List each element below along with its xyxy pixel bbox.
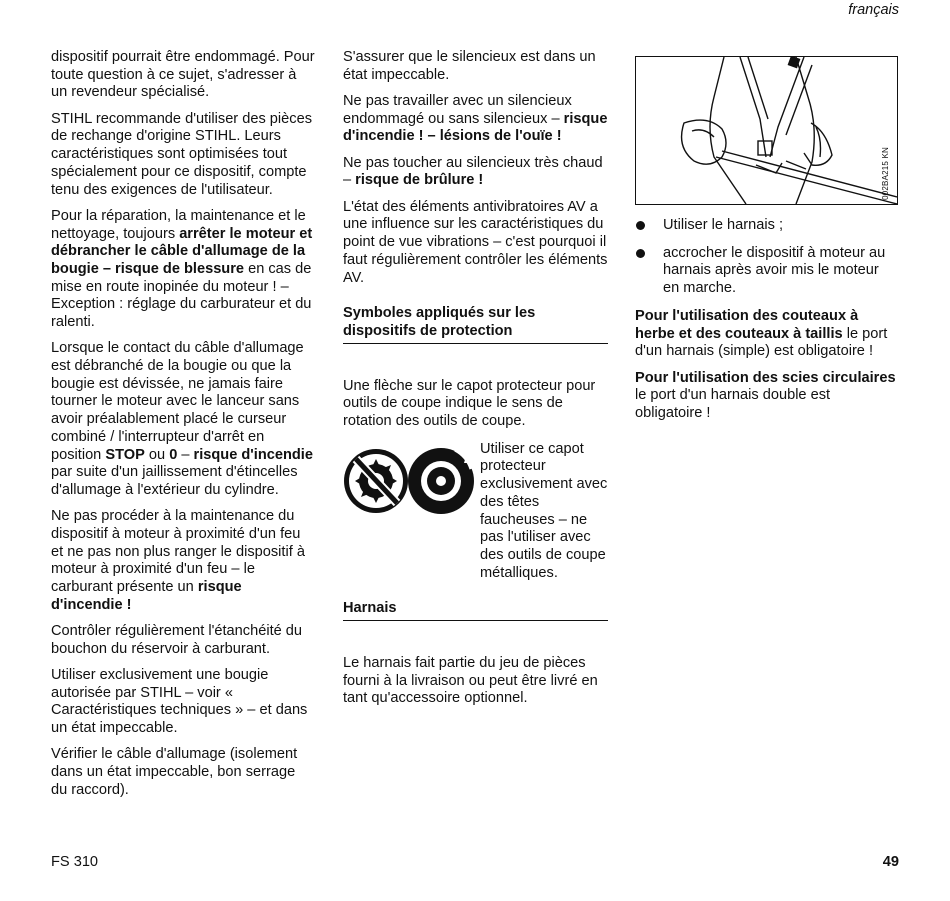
symbol-block bbox=[343, 441, 608, 583]
paragraph bbox=[343, 93, 608, 146]
column-1 bbox=[51, 49, 315, 808]
paragraph: STIHL recommande d'utiliser des pièces de rechange d'origine STIHL. Leurs caractéristiques sont optimisées tout spécialement pour ce dispositif, compte tenu des exigences de l'utilisateur. bbox=[51, 110, 312, 198]
text: Ne pas procéder à la maintenance du dispositif à moteur à proximité d'un feu et ne pas non plus ranger le dispositif à moteur à proximité d'un feu – le carburant présente un bbox=[51, 508, 305, 596]
paragraph: Contrôler régulièrement l'étanchéité du bouchon du réservoir à carburant. bbox=[51, 623, 303, 657]
list-item-text: Utiliser le harnais ; bbox=[663, 217, 784, 233]
bold-text: STOP bbox=[105, 446, 145, 463]
text: par suite d'un jaillissement d'étincelles d'allumage à l'extérieur du cylindre. bbox=[51, 464, 298, 498]
paragraph: L'état des éléments antivibratoires AV a une influence sur les caractéristiques du point de vue vibrations – c'est pourquoi il faut régulièrement contrôler les éléments AV. bbox=[343, 198, 608, 286]
page-language-label: français bbox=[848, 2, 899, 18]
paragraph bbox=[343, 155, 608, 190]
text: – bbox=[177, 446, 194, 463]
footer-model: FS 310 bbox=[51, 854, 99, 870]
text: le port d'un harnais double est obligatoire ! bbox=[635, 387, 831, 421]
protection-symbols-image bbox=[343, 441, 475, 521]
symbol-description: Utiliser ce capot protecteur exclusivement avec des têtes faucheuses – ne pas l'utiliser avec des outils de coupe métalliques. bbox=[480, 440, 608, 581]
warning-text: risque d'incendie ! bbox=[51, 579, 242, 613]
paragraph bbox=[635, 370, 899, 423]
text: Ne pas travailler avec un silencieux endommagé ou sans silencieux – bbox=[343, 93, 572, 127]
paragraph bbox=[51, 208, 315, 332]
bold-text: Pour l'utilisation des couteaux à herbe et des couteaux à taillis bbox=[635, 307, 859, 342]
list-item-text: accrocher le dispositif à moteur au harnais après avoir mis le moteur en marche. bbox=[663, 244, 886, 297]
person-with-harness-image bbox=[636, 57, 897, 204]
bold-text: Pour l'utilisation des scies circulaires bbox=[635, 369, 896, 386]
section-heading: Harnais bbox=[343, 600, 608, 621]
column-3 bbox=[635, 49, 899, 431]
paragraph: dispositif pourrait être endommagé. Pour toute question à ce sujet, s'adresser à un revendeur spécialisé. bbox=[51, 49, 315, 101]
paragraph bbox=[51, 340, 315, 499]
warning-text: risque d'incendie ! – lésions de l'ouïe ! bbox=[343, 110, 608, 145]
column-2 bbox=[343, 49, 608, 717]
harness-illustration bbox=[635, 56, 898, 205]
page-number: 49 bbox=[882, 854, 899, 870]
bullet-icon bbox=[636, 249, 645, 258]
paragraph bbox=[635, 308, 899, 361]
text: Ne pas toucher au silencieux très chaud – bbox=[343, 154, 603, 189]
warning-text: risque d'incendie bbox=[193, 446, 313, 463]
paragraph: Utiliser exclusivement une bougie autorisée par STIHL – voir « Caractéristiques techniques » – et dans un état impeccable. bbox=[51, 667, 308, 737]
mowing-head-icon bbox=[408, 448, 474, 514]
warning-text: arrêter le moteur et débrancher le câble d'allumage de la bougie – risque de blessure bbox=[51, 225, 313, 277]
paragraph bbox=[51, 508, 315, 614]
text: Lorsque le contact du câble d'allumage est débranché de la bougie ou que la bougie est dévissée, ne jamais faire tourner le moteur avec le lanceur sans avoir préalablement placé le curseur combiné / l'interrupteur d'arrêt en position bbox=[51, 340, 304, 463]
figure-code: 002BA215 KN bbox=[881, 147, 891, 200]
no-metal-blade-icon bbox=[344, 449, 408, 513]
paragraph: Vérifier le câble d'allumage (isolement dans un état impeccable, bon serrage du raccord). bbox=[51, 746, 298, 798]
paragraph: Le harnais fait partie du jeu de pièces fourni à la livraison ou peut être livré en tant qu'accessoire optionnel. bbox=[343, 655, 598, 707]
list-item bbox=[635, 217, 899, 235]
paragraph: Une flèche sur le capot protecteur pour outils de coupe indique le sens de rotation des outils de coupe. bbox=[343, 377, 596, 430]
paragraph: S'assurer que le silencieux est dans un état impeccable. bbox=[343, 49, 596, 83]
bullet-icon bbox=[636, 221, 645, 230]
warning-text: risque de brûlure ! bbox=[355, 172, 484, 189]
text: Pour la réparation, la maintenance et le nettoyage, toujours bbox=[51, 207, 306, 242]
text: en cas de mise en route inopinée du moteur ! – Exception : réglage du carburateur et du ralenti. bbox=[51, 260, 312, 331]
bullet-list bbox=[635, 217, 899, 298]
text: le port d'un harnais (simple) est obligatoire ! bbox=[635, 325, 888, 360]
list-item bbox=[635, 245, 899, 298]
section-heading: Symboles appliqués sur les dispositifs de protection bbox=[343, 305, 608, 343]
text: ou bbox=[144, 446, 170, 463]
bold-text: 0 bbox=[169, 446, 178, 463]
